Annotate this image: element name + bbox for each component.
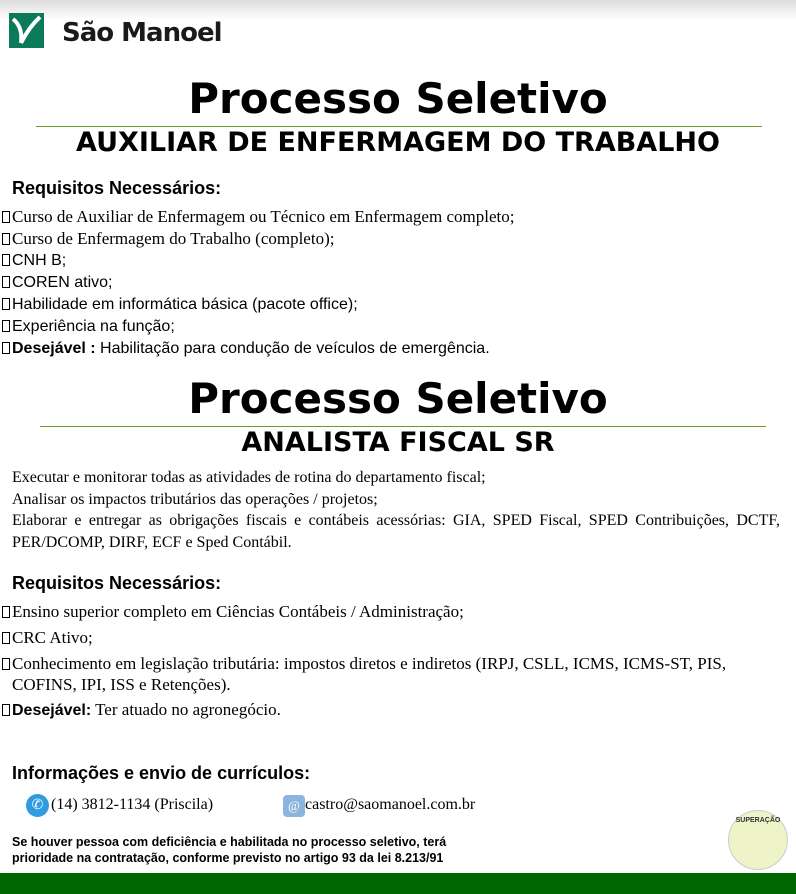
job1-requirements-heading: Requisitos Necessários: bbox=[12, 178, 222, 198]
phone-icon: ✆ bbox=[26, 794, 49, 817]
contact-email[interactable]: castro@saomanoel.com.br bbox=[305, 796, 476, 813]
job1-desirable: Desejável : Habilitação para condução de veículos de emergência. bbox=[2, 340, 490, 358]
list-item: CNH B; bbox=[2, 252, 66, 270]
job1-position: AUXILIAR DE ENFERMAGEM DO TRABALHO bbox=[76, 127, 720, 158]
contact-heading: Informações e envio de currículos: bbox=[12, 763, 311, 783]
list-item-continued: COFINS, IPI, ISS e Retenções). bbox=[12, 675, 231, 694]
superacao-badge: SUPERAÇÃO bbox=[728, 810, 788, 870]
brand-name: São Manoel bbox=[62, 18, 222, 48]
list-item: CRC Ativo; bbox=[2, 628, 93, 648]
list-item: Curso de Enfermagem do Trabalho (completo); bbox=[2, 229, 334, 249]
list-item: Habilidade em informática básica (pacote office); bbox=[2, 296, 358, 314]
email-icon: @ bbox=[283, 795, 305, 817]
job2-title: Processo Seletivo bbox=[188, 374, 608, 423]
disability-note: Se houver pessoa com deficiência e habilitada no processo seletivo, terá prioridade na contratação, conforme previsto no artigo 93 da lei 8.213/91 bbox=[12, 835, 447, 865]
contact-phone: (14) 3812-1134 (Priscila) bbox=[51, 796, 214, 813]
job2-duties: Executar e monitorar todas as atividades de rotina do departamento fiscal; Analisar os impactos tributários das operações / projetos; Elaborar e entregar as obrigações fiscais e contábeis acessórias: GIA, SPED Fiscal, SPED Contribuições, DCTF, PER/DCOMP, DIRF, ECF e Sped Contábil. bbox=[12, 469, 780, 551]
sao-manoel-logo-icon bbox=[9, 13, 44, 48]
list-item: Ensino superior completo em Ciências Contábeis / Administração; bbox=[2, 602, 464, 622]
job1-title: Processo Seletivo bbox=[188, 74, 608, 123]
list-item: Experiência na função; bbox=[2, 318, 175, 336]
job2-desirable: Desejável: Ter atuado no agronegócio. bbox=[2, 700, 281, 720]
job2-position: ANALISTA FISCAL SR bbox=[241, 427, 555, 458]
list-item: COREN ativo; bbox=[2, 274, 112, 292]
footer-bar bbox=[0, 873, 796, 894]
job2-requirements-heading: Requisitos Necessários: bbox=[12, 573, 222, 593]
list-item: Curso de Auxiliar de Enfermagem ou Técnico em Enfermagem completo; bbox=[2, 207, 514, 227]
list-item: Conhecimento em legislação tributária: impostos diretos e indiretos (IRPJ, CSLL, ICMS, ICMS-ST, PIS, bbox=[2, 654, 726, 674]
